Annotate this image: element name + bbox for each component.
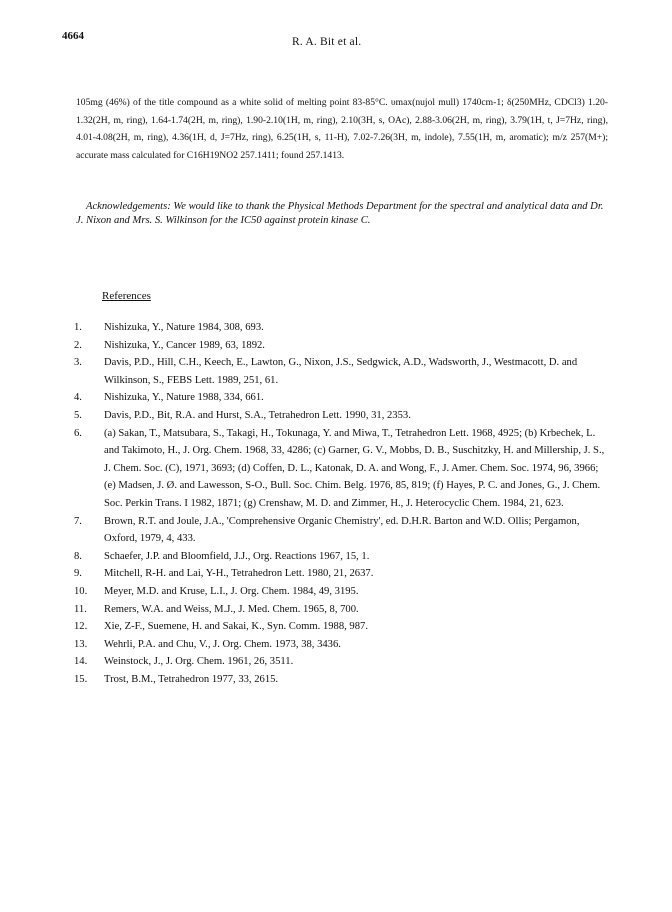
running-title: R. A. Bit et al. — [292, 36, 362, 48]
reference-item — [74, 565, 608, 583]
references-heading: References — [102, 290, 151, 302]
reference-text: Trost, B.M., Tetrahedron 1977, 33, 2615. — [104, 673, 279, 685]
reference-item — [74, 671, 608, 689]
reference-number: 1. — [74, 322, 82, 333]
reference-text: Remers, W.A. and Weiss, M.J., J. Med. Chem. 1965, 8, 700. — [104, 603, 359, 615]
reference-item — [74, 636, 608, 654]
reference-text: Nishizuka, Y., Nature 1984, 308, 693. — [104, 322, 264, 333]
reference-item — [74, 548, 608, 566]
reference-number: 14. — [74, 656, 88, 668]
reference-text: Brown, R.T. and Joule, J.A., 'Comprehensive Organic Chemistry', ed. D.H.R. Barton and W.D. Ollis; Pergamon, Oxford, 1979, 4, 433. — [104, 515, 580, 545]
reference-item — [74, 618, 608, 636]
reference-item — [74, 425, 608, 513]
reference-number: 10. — [74, 585, 88, 597]
reference-item — [74, 389, 608, 407]
reference-number: 11. — [74, 603, 87, 615]
reference-item — [74, 407, 608, 425]
reference-text: Weinstock, J., J. Org. Chem. 1961, 26, 3511. — [104, 656, 294, 668]
reference-number: 3. — [74, 357, 82, 369]
page-number: 4664 — [62, 30, 84, 42]
reference-text: Mitchell, R-H. and Lai, Y-H., Tetrahedron Lett. 1980, 21, 2637. — [104, 568, 374, 580]
reference-item — [74, 337, 608, 355]
reference-text: Xie, Z-F., Suemene, H. and Sakai, K., Syn. Comm. 1988, 987. — [104, 621, 368, 633]
reference-number: 15. — [74, 673, 88, 685]
reference-number: 8. — [74, 550, 82, 562]
reference-text: Nishizuka, Y., Nature 1988, 334, 661. — [104, 392, 264, 404]
reference-number: 6. — [74, 427, 82, 439]
reference-item — [74, 354, 608, 389]
reference-number: 5. — [74, 409, 82, 421]
reference-number: 13. — [74, 638, 88, 650]
reference-number: 7. — [74, 515, 82, 527]
reference-text: (a) Sakan, T., Matsubara, S., Takagi, H., Tokunaga, Y. and Miwa, T., Tetrahedron Lett. 1968, 4925; (b) Krbechek, L. and Takimoto, H., J. Org. Chem. 1968, 33, 4286; (c) Garner, G. V., Mobbs, D. B., Suschitzky, H. and Millership, J. S., J. Chem. Soc. (C), 1971, 3693; (d) Coffen, D. L., Katonak, D. A. and Wong, F., J. Amer. Chem. Soc. 1974, 96, 3966; (e) Madsen, J. Ø. and Lawesson, S-O., Bull. Soc. Chim. Belg. 1976, 85, 819; (f) Hayes, P. C. and Jones, G., J. Chem. Soc. Perkin Trans. I 1982, 1871; (g) Crenshaw, M. D. and Zimmer, H., J. Heterocyclic Chem. 1984, 21, 623. — [104, 427, 605, 509]
reference-item — [74, 319, 608, 337]
reference-item — [74, 513, 608, 548]
reference-item — [74, 601, 608, 619]
reference-item — [74, 583, 608, 601]
acknowledgements-paragraph: Acknowledgements: We would like to thank the Physical Methods Department for the spectral and analytical data and Dr. J. Nixon and Mrs. S. Wilkinson for the IC50 against protein kinase C. — [76, 201, 604, 226]
reference-text: Wehrli, P.A. and Chu, V., J. Org. Chem. 1973, 38, 3436. — [104, 638, 341, 650]
reference-number: 2. — [74, 339, 82, 351]
experimental-paragraph: 105mg (46%) of the title compound as a white solid of melting point 83-85°C. υmax(nujol mull) 1740cm-1; δ(250MHz, CDCl3) 1.20-1.32(2H, m, ring), 1.64-1.74(2H, m, ring), 1.90-2.10(1H, m, ring), 2.10(3H, s, OAc), 2.88-3.06(2H, m, ring), 3.79(1H, t, J=7Hz, ring), 4.01-4.08(2H, m, ring), 4.36(1H, d, J=7Hz, ring), 6.25(1H, s, 11-H), 7.02-7.26(3H, m, indole), 7.55(1H, m, aromatic); m/z 257(M+); accurate mass calculated for C16H19NO2 257.1411; found 257.1413. — [76, 97, 608, 161]
reference-number: 9. — [74, 568, 82, 580]
reference-list — [74, 319, 608, 688]
reference-text: Meyer, M.D. and Kruse, L.I., J. Org. Chem. 1984, 49, 3195. — [104, 585, 359, 597]
reference-number: 4. — [74, 392, 82, 404]
reference-item — [74, 653, 608, 671]
reference-text: Davis, P.D., Hill, C.H., Keech, E., Lawton, G., Nixon, J.S., Sedgwick, A.D., Wadsworth, J., Westmacott, D. and Wilkinson, S., FEBS Lett. 1989, 251, 61. — [104, 357, 578, 386]
reference-text: Schaefer, J.P. and Bloomfield, J.J., Org. Reactions 1967, 15, 1. — [104, 550, 370, 562]
reference-number: 12. — [74, 621, 88, 633]
reference-text: Nishizuka, Y., Cancer 1989, 63, 1892. — [104, 339, 265, 351]
reference-text: Davis, P.D., Bit, R.A. and Hurst, S.A., Tetrahedron Lett. 1990, 31, 2353. — [104, 409, 411, 421]
